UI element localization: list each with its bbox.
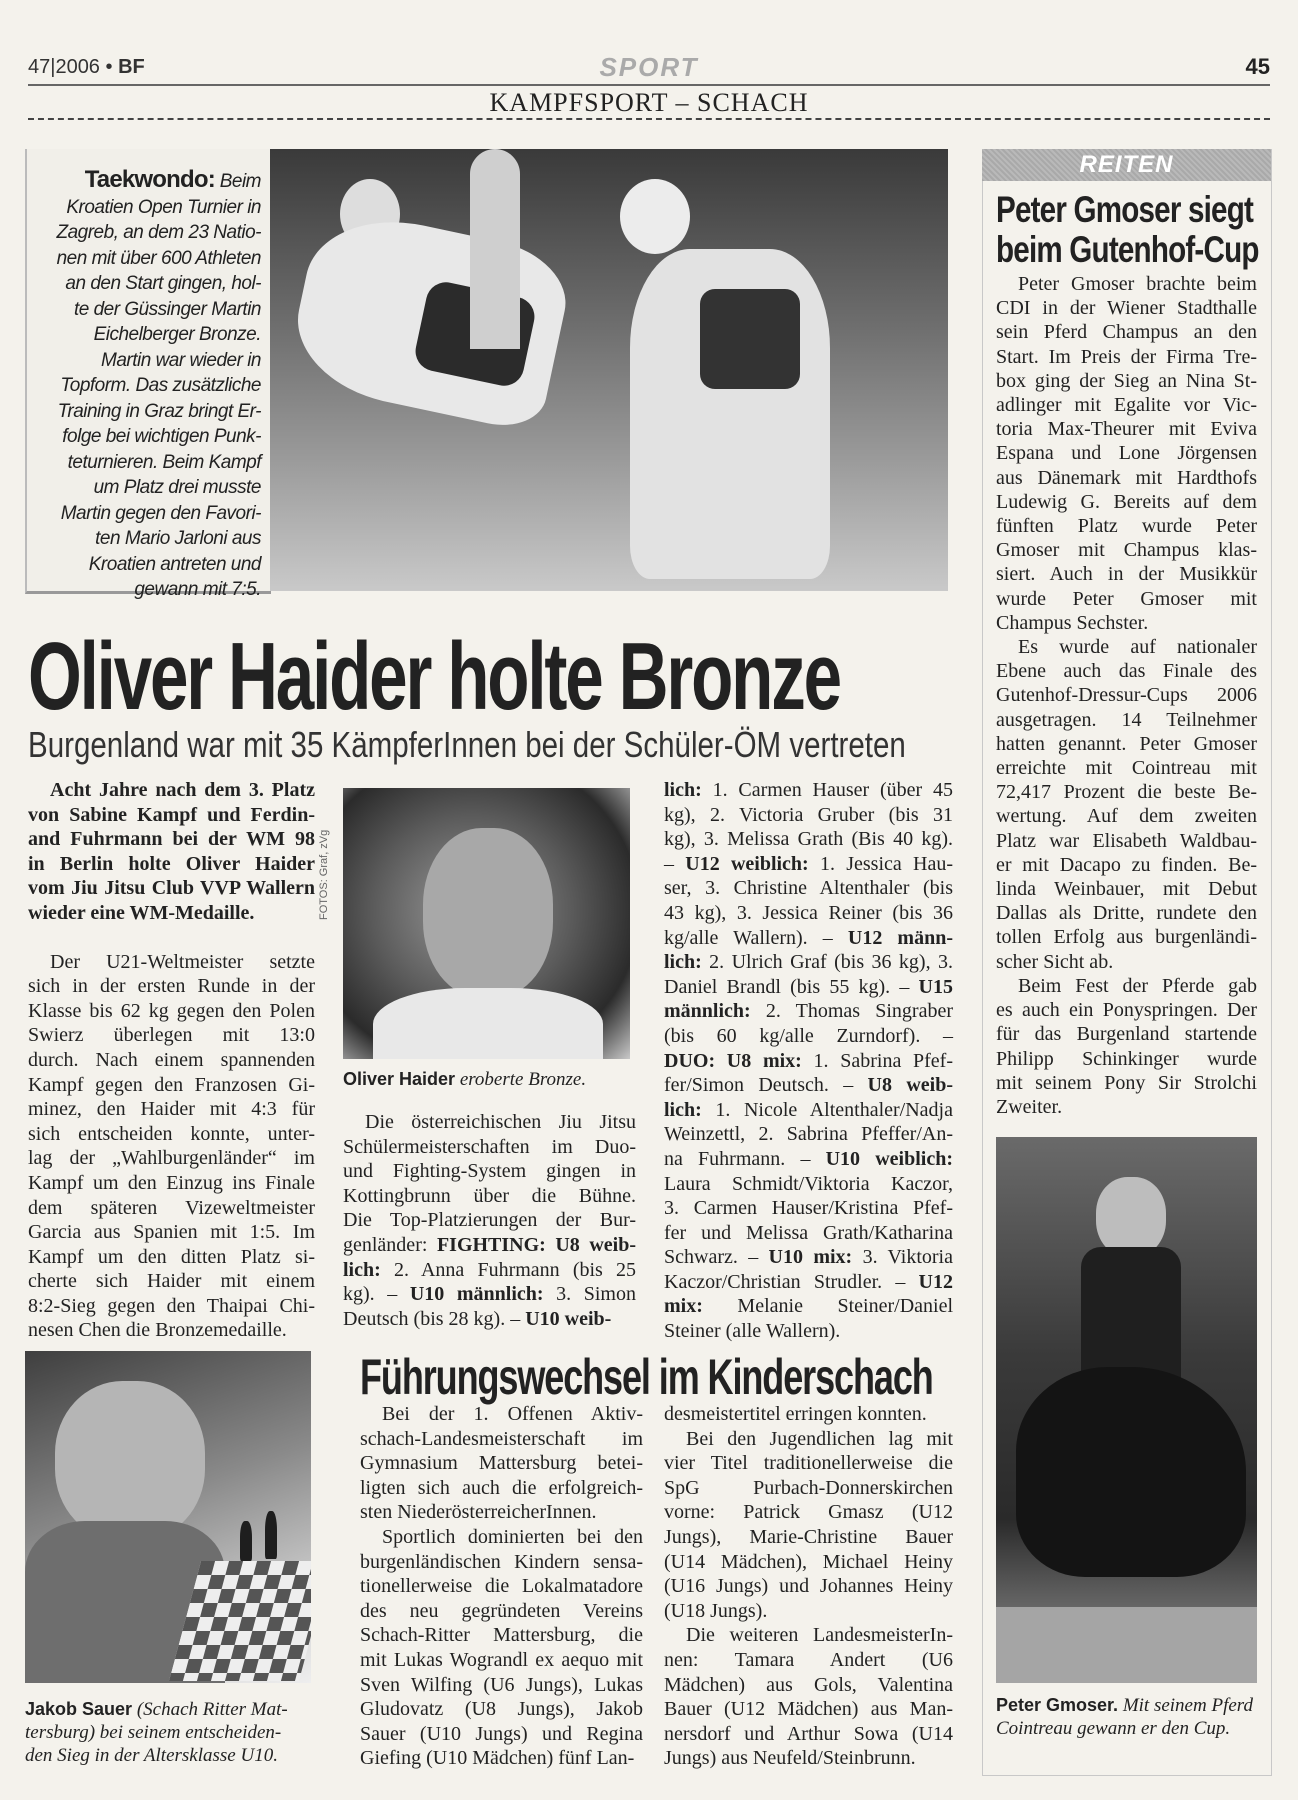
text-line: Sauer (U10 Jungs) und Regina <box>360 1722 643 1745</box>
text-line: minez, den Haider mit 4:3 für <box>28 1098 315 1121</box>
text-line: Gludovatz (U8 Jungs), Jakob <box>360 1698 643 1721</box>
text-line: (U14 Mädchen), Michael Heiny <box>664 1550 953 1573</box>
caption-line: (Schach Ritter Mat- <box>132 1699 288 1720</box>
dashed-divider <box>28 118 1270 120</box>
text-line: Ludewig G. Bereits auf dem <box>996 490 1257 513</box>
text-line: Gymnasium Mattersburg betei- <box>360 1452 643 1475</box>
text-line: CDI in der Wiener Stadthalle <box>996 297 1257 320</box>
text-line: Mädchen) aus Gols, Valentina <box>664 1673 953 1696</box>
caption-line: den Sieg in der Altersklasse U10. <box>25 1745 278 1766</box>
text-line: Beim Fest der Pferde gab <box>1018 974 1257 997</box>
paragraph <box>28 778 315 926</box>
text-line: cherte sich Haider mit einem <box>28 1270 315 1293</box>
text-line: nesen Chen die Bronzemedaille. <box>28 1319 287 1342</box>
text-line: Kroatien antreten und <box>88 553 261 575</box>
taekwondo-text <box>29 167 261 603</box>
text-line: Platz war Elisabeth Waldbau- <box>996 829 1257 852</box>
text-line: Zagreb, an dem 23 Natio- <box>56 222 261 243</box>
text-line: lich: 2. Ulrich Graf (bis 36 kg), 3. <box>664 951 953 974</box>
text-line: erreichte mit Cointreau mit <box>996 757 1257 780</box>
text-line: fünften Platz wurde Peter <box>996 515 1257 538</box>
text-line: gewann mit 7:5. <box>134 579 261 600</box>
text-line: Peter Gmoser brachte beim <box>1018 273 1257 295</box>
header-rule <box>28 84 1270 86</box>
oliver-haider-photo <box>343 788 630 1059</box>
text-line: dem späteren Vizeweltmeister <box>28 1196 315 1219</box>
text-line: 3. Carmen Hauser/Kristina Pfef- <box>664 1197 953 1220</box>
text-line: kg), 3. Melissa Grath (Bis 40 kg). <box>664 828 953 851</box>
main-headline: Oliver Haider holte Bronze <box>28 623 840 730</box>
text-line: kg). – U10 männlich: 3. Simon <box>343 1283 636 1306</box>
caption-name: Jakob Sauer <box>25 1699 133 1719</box>
paragraph <box>996 272 1257 635</box>
reiten-label: REITEN <box>982 149 1271 181</box>
text-line: mix: Melanie Steiner/Daniel <box>664 1295 953 1318</box>
text-line: box ging der Sieg an Nina St- <box>996 369 1257 392</box>
chess-headline: Führungswechsel im Kinderschach <box>360 1349 933 1405</box>
main-column-1 <box>28 778 315 1343</box>
rider-photo <box>996 1137 1257 1683</box>
text-line: Kampf gegen den Franzosen Gi- <box>28 1073 315 1096</box>
text-line: burgenländischen Kindern sensa- <box>360 1550 643 1573</box>
issue-number: 47|2006 <box>28 56 100 78</box>
text-line: Jungs), Marie-Christine Bauer <box>664 1525 953 1548</box>
main-subheadline: Burgenland war mit 35 KämpferInnen bei der Schüler-ÖM vertreten <box>28 724 906 765</box>
text-line: Martin war wieder in <box>101 349 261 371</box>
text-line: fer/Simon Deutsch. – U8 weib- <box>664 1074 953 1097</box>
text-line: Taekwondo: Beim <box>84 166 261 193</box>
taekwondo-photo <box>270 149 948 591</box>
text-line: für das Burgenland startende <box>996 1023 1257 1046</box>
text-line: Kampf um den ditten Platz si- <box>28 1245 315 1268</box>
chess-column-2 <box>664 1402 953 1771</box>
text-line: Espana und Lone Jörgensen <box>996 442 1257 465</box>
chess-piece <box>240 1521 252 1561</box>
fighter-helmet-right <box>620 179 690 254</box>
text-line: sein Pferd Champus an den <box>996 321 1257 344</box>
paragraph <box>360 1525 643 1771</box>
paper-name: BF <box>118 56 145 78</box>
text-line: Die weiteren LandesmeisterIn- <box>686 1624 953 1647</box>
text-line: fer und Melissa Grath/Katharina <box>664 1221 953 1244</box>
text-line: Es wurde auf nationaler <box>1018 636 1257 659</box>
text-line: Gmoser mit Champus klas- <box>996 539 1257 562</box>
bullet: • <box>105 56 113 78</box>
text-line: an den Start gingen, hol- <box>65 273 261 294</box>
text-line: 72,417 Prozent die beste Be- <box>996 781 1257 804</box>
horse <box>1016 1367 1246 1577</box>
text-line: Martin gegen den Favori- <box>60 502 261 524</box>
text-line: Gutenhof-Dressur-Cups 2006 <box>996 684 1257 707</box>
text-line: teturnieren. Beim Kampf <box>67 451 261 473</box>
text-line: Zweiter. <box>996 1095 1063 1118</box>
text-line: Giefing (U10 Mädchen) fünf Lan- <box>360 1747 635 1770</box>
text-line: lag der „Wahlburgenländer“ im <box>28 1147 315 1170</box>
text-line: Jungs) aus Neufeld/Steinbrunn. <box>664 1747 916 1770</box>
text-line: ligten sich auch die erfolgreich- <box>360 1476 643 1499</box>
text-line: Kroatien Open Turnier in <box>66 196 261 218</box>
text-line: durch. Nach einem spannenden <box>28 1048 315 1071</box>
text-line: Weinzettl, 2. Sabrina Pfeffer/An- <box>664 1123 953 1146</box>
text-line: Topform. Das zusätzliche <box>60 375 261 396</box>
text-line: Die österreichischen Jiu Jitsu <box>365 1111 636 1133</box>
fighter-vest-right <box>700 289 800 389</box>
text-line: siert. Auch in der Musikkür <box>996 563 1257 586</box>
text-line: lich: 1. Nicole Altenthaler/Nadja <box>664 1098 953 1121</box>
text-line: scher Sicht ab. <box>996 950 1114 973</box>
paragraph <box>996 974 1257 1119</box>
text-line: Steiner (alle Wallern). <box>664 1320 841 1343</box>
text-line: es auch ein Ponyspringen. Der <box>996 999 1257 1022</box>
text-line: um Platz drei musste <box>93 477 261 498</box>
text-line: lich: 1. Carmen Hauser (über 45 <box>664 779 953 801</box>
text-line: sich in der ersten Runde in der <box>28 975 315 998</box>
text-line: ten Mario Jarloni aus <box>95 528 261 549</box>
text-line: and Fuhrmann bei der WM 98 <box>28 828 315 851</box>
text-line: nen mit über 600 Athleten <box>56 247 261 269</box>
text-line: nen: Tamara Andert (U6 <box>664 1648 953 1671</box>
text-line: linda Weinbauer, mit Debut <box>996 878 1257 901</box>
text-line: Eichelberger Bronze. <box>93 324 261 345</box>
caption-name: Peter Gmoser. <box>996 1695 1119 1715</box>
text-line: sich entscheiden konnte, unter- <box>28 1122 315 1145</box>
reiten-headline-line: Peter Gmoser siegt <box>996 189 1254 230</box>
section-title: SPORT <box>599 52 699 82</box>
text-line: lich: 2. Anna Fuhrmann (bis 25 <box>343 1258 636 1281</box>
text-line: Schwarz. – U10 mix: 3. Viktoria <box>664 1246 953 1269</box>
caption-line: Cointreau gewann er den Cup. <box>996 1718 1231 1739</box>
chess-photo-caption <box>25 1698 325 1767</box>
rider-photo-caption <box>996 1694 1266 1740</box>
text-line: männlich: 2. Thomas Singraber <box>664 1000 953 1023</box>
text-line: vom Jiu Jitsu Club VVP Wallern <box>28 877 315 900</box>
text-line: Schach-Ritter Mattersburg, die <box>360 1624 643 1647</box>
chess-column-1 <box>360 1402 643 1771</box>
text-line: genländer: FIGHTING: U8 weib- <box>343 1233 636 1256</box>
text-line: aus Dänemark mit Hardthofs <box>996 466 1257 489</box>
text-line: Champus Sechster. <box>996 611 1149 634</box>
text-line: adlinger mit Egalite vor Vic- <box>996 394 1257 417</box>
text-line: Kottingbrunn über die Bühne. <box>343 1184 636 1207</box>
referee <box>470 149 520 349</box>
paragraph <box>343 1110 636 1331</box>
caption-name: Oliver Haider <box>343 1069 456 1089</box>
text-line: von Sabine Kampf und Ferdin- <box>28 803 315 826</box>
text-line: Training in Graz bringt Er- <box>57 400 261 422</box>
text-line: tollen Erfolg aus burgenländi- <box>996 926 1257 949</box>
text-line: Daniel Brandl (bis 55 kg). – U15 <box>664 975 953 998</box>
text-line: Swierz überlegen mit 13:0 <box>28 1024 315 1047</box>
text-line: wertung. Auf dem zweiten <box>996 805 1257 828</box>
text-line: nersdorf und Arthur Sowa (U14 <box>664 1722 953 1745</box>
text-line: (bis 60 kg/alle Zurndorf). – <box>664 1024 953 1047</box>
text-line: ser, 3. Christine Altenthaler (bis <box>664 877 953 900</box>
text-line: Acht Jahre nach dem 3. Platz <box>50 779 315 801</box>
text-line: wurde Peter Gmoser mit <box>996 587 1257 610</box>
text-line: desmeistertitel erringen konnten. <box>664 1403 927 1425</box>
paragraph <box>664 1402 953 1427</box>
text-line: Sven Wilfing (U6 Jungs), Lukas <box>360 1673 643 1696</box>
text-line: vorne: Patrick Gmasz (U12 <box>664 1501 953 1524</box>
text-line: DUO: U8 mix: 1. Sabrina Pfef- <box>664 1049 953 1072</box>
child-head <box>55 1381 205 1541</box>
caption-text: eroberte Bronze. <box>455 1069 587 1090</box>
text-line: 8:2-Sieg gegen den Thaipai Chi- <box>28 1294 315 1317</box>
text-line: (U18 Jungs). <box>664 1599 768 1622</box>
text-line: sten NiederösterreicherInnen. <box>360 1501 597 1524</box>
text-line: Laura Schmidt/Viktoria Kaczor, <box>664 1172 953 1195</box>
portrait-gi <box>373 988 603 1059</box>
text-line: toria Max-Theurer mit Eviva <box>996 418 1257 441</box>
photo-credit: FOTOS: Graf, zVg <box>318 829 330 920</box>
text-line: Klasse bis 62 kg gegen den Polen <box>28 999 315 1022</box>
text-line: Start. Im Preis der Firma Tre- <box>996 345 1257 368</box>
text-line: Ebene auch das Finale des <box>996 660 1257 683</box>
text-line: vier Titel traditionellerweise die <box>664 1452 953 1475</box>
rider-head <box>1096 1177 1166 1257</box>
paragraph <box>664 1427 953 1624</box>
portrait-face <box>423 828 553 998</box>
rubric-title: KAMPFSPORT – SCHACH <box>489 88 809 117</box>
text-line: des neu gegründeten Vereins <box>360 1599 643 1622</box>
main-column-3 <box>664 778 953 1344</box>
text-line: na Fuhrmann. – U10 weiblich: <box>664 1147 953 1170</box>
reiten-body <box>996 272 1257 1119</box>
text-line: mit Lukas Wograndl ex aequo mit <box>360 1648 643 1671</box>
text-line: Garcia aus Spanien mit 1:5. Im <box>28 1221 315 1244</box>
text-line: ausgetragen. 14 Teilnehmer <box>996 708 1257 731</box>
reiten-headline-line: beim Gutenhof-Cup <box>996 229 1259 270</box>
paragraph <box>664 778 953 1344</box>
text-line: SpG Purbach-Donnerskirchen <box>664 1476 953 1499</box>
arena-ground <box>996 1607 1257 1683</box>
paragraph <box>996 635 1257 974</box>
text-line: Deutsch (bis 28 kg). – U10 weib- <box>343 1307 612 1330</box>
text-line: kg), 2. Victoria Gruber (bis 31 <box>664 803 953 826</box>
text-line: Die Top-Platzierungen der Bur- <box>343 1209 636 1232</box>
oliver-photo-caption <box>343 1068 643 1091</box>
text-line: (U16 Jungs) und Johannes Heiny <box>664 1575 953 1598</box>
text-line: mit seinem Pony Sir Strolchi <box>996 1071 1257 1094</box>
text-line: und Fighting-System gingen in <box>343 1160 636 1183</box>
text-line: er mit Dacapo zu finden. Be- <box>996 853 1257 876</box>
chess-piece <box>265 1511 277 1559</box>
taekwondo-box <box>25 149 271 600</box>
text-line: Schülermeisterschaften im Duo- <box>343 1135 636 1158</box>
text-line: Dallas als Dritte, rundete den <box>996 902 1257 925</box>
text-line: in Berlin holte Oliver Haider <box>28 852 315 875</box>
reiten-headline <box>996 190 1259 270</box>
caption-line: Mit seinem Pferd <box>1118 1695 1253 1716</box>
text-line: folge bei wichtigen Punk- <box>62 426 261 447</box>
main-column-2 <box>343 1110 636 1331</box>
text-line: 43 kg), 3. Jessica Reiner (bis 36 <box>664 901 953 924</box>
text-line: te der Güssinger Martin <box>73 298 261 320</box>
text-line: Bauer (U12 Mädchen) aus Man- <box>664 1698 953 1721</box>
text-line: schach-Landesmeisterschaft im <box>360 1427 643 1450</box>
text-line: Der U21-Weltmeister setzte <box>50 950 315 973</box>
text-line: hatten genannt. Peter Gmoser <box>996 732 1257 755</box>
caption-line: tersburg) bei seinem entscheiden- <box>25 1722 282 1743</box>
text-line: wieder eine WM-Medaille. <box>28 901 255 924</box>
page-number: 45 <box>1245 54 1270 79</box>
text-line: Kampf um den Einzug ins Finale <box>28 1171 315 1194</box>
chess-photo <box>25 1351 311 1683</box>
text-line: – U12 weiblich: 1. Jessica Hau- <box>664 852 953 875</box>
text-line: Bei der 1. Offenen Aktiv- <box>382 1403 643 1425</box>
text-line: Bei den Jugendlichen lag mit <box>686 1427 953 1450</box>
text-line: tionellerweise die Lokalmatadore <box>360 1575 643 1598</box>
paragraph <box>360 1402 643 1525</box>
paragraph <box>664 1623 953 1771</box>
text-line: Kaczor/Christian Strudler. – U12 <box>664 1270 953 1293</box>
text-line: Sportlich dominierten bei den <box>382 1525 643 1548</box>
text-line: kg/alle Wallern). – U12 männ- <box>664 926 953 949</box>
text-line: Philipp Schinkinger wurde <box>996 1047 1257 1070</box>
paragraph <box>28 950 315 1344</box>
